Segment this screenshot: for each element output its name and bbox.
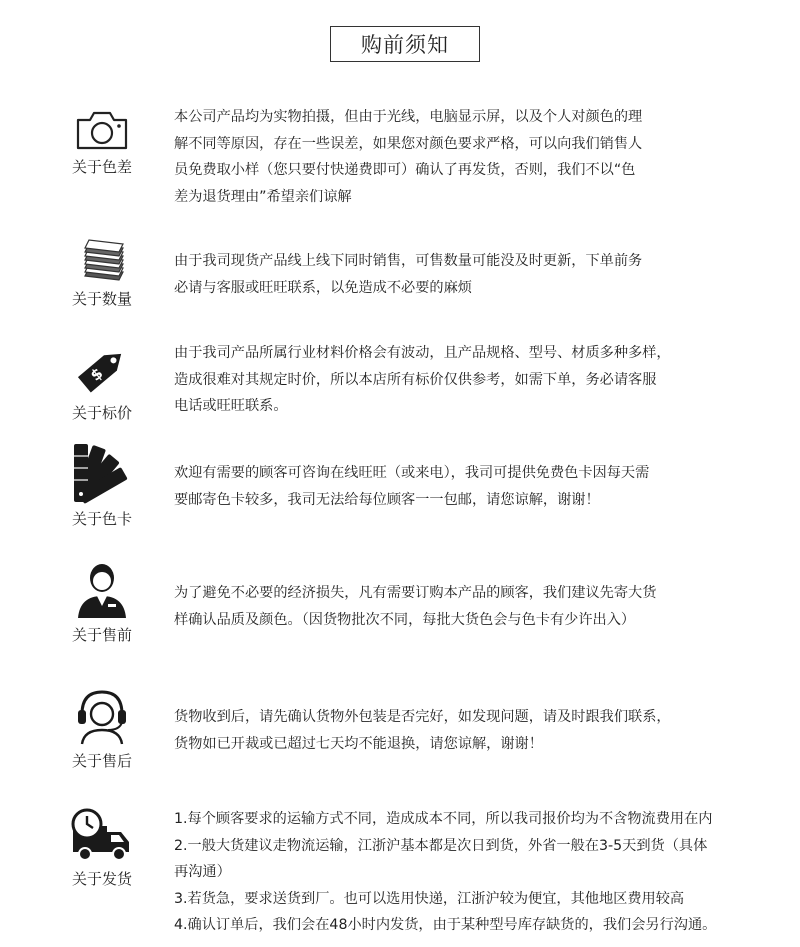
section-label: 关于发货 xyxy=(71,870,132,888)
headset-icon xyxy=(74,686,130,746)
text-line: 4.确认订单后，我们会在48小时内发货，由于某种型号库存缺货的，我们会另行沟通。 xyxy=(174,917,717,933)
section-shipping-text xyxy=(174,806,754,939)
camera-icon xyxy=(74,108,130,152)
text-line: 员免费取小样（您只要付快递费即可）确认了再发货，否则，我们不以“色 xyxy=(174,162,636,178)
section-label: 关于色差 xyxy=(71,158,132,176)
text-line: 3.若货急，要求送货到厂。也可以选用快递，江浙沪较为便宜，其他地区费用较高 xyxy=(174,890,685,907)
text-line: 必请与客服或旺旺联系，以免造成不必要的麻烦 xyxy=(174,279,472,296)
delivery-truck-icon xyxy=(69,806,135,864)
section-pre-sale-icon-group xyxy=(64,560,140,645)
svg-text:$: $ xyxy=(86,364,107,385)
section-color-card-icon-group xyxy=(64,440,140,529)
price-tag-icon xyxy=(73,342,131,398)
text-line: 由于我司产品所属行业材料价格会有波动，且产品规格、型号、材质多种多样， xyxy=(174,345,671,361)
section-label: 关于售后 xyxy=(71,752,132,770)
section-label: 关于售前 xyxy=(71,626,132,644)
text-line: 造成很难对其规定时价，所以本店所有标价仅供参考，如需下单，务必请客服 xyxy=(174,371,657,388)
text-line: 2.一般大货建议走物流运输，江浙沪基本都是次日到货，外省一般在3-5天到货（具体 xyxy=(174,837,708,854)
section-pre-sale-text xyxy=(174,580,754,633)
text-line: 1.每个顾客要求的运输方式不同，造成成本不同，所以我司报价均为不含物流费用在内 xyxy=(174,811,713,827)
section-label: 关于数量 xyxy=(71,290,132,308)
text-line: 再沟通） xyxy=(174,864,231,880)
section-color-card-text xyxy=(174,460,754,513)
text-line: 货物如已开裁或已超过七天均不能退换，请您谅解，谢谢！ xyxy=(174,735,543,752)
section-price-text xyxy=(174,340,754,420)
section-price-icon-group xyxy=(64,342,140,423)
text-line: 货物收到后，请先确认货物外包装是否完好，如发现问题，请及时跟我们联系， xyxy=(174,709,671,725)
text-line: 欢迎有需要的顾客可咨询在线旺旺（或来电），我司可提供免费色卡因每天需 xyxy=(174,465,650,481)
section-shipping-icon-group xyxy=(64,806,140,889)
section-quantity-text xyxy=(174,248,754,301)
section-after-sale-text xyxy=(174,704,754,757)
section-label: 关于标价 xyxy=(71,404,132,422)
text-line: 为了避免不必要的经济损失，凡有需要订购本产品的顾客，我们建议先寄大货 xyxy=(174,585,657,601)
text-line: 差为退货理由”希望亲们谅解 xyxy=(174,188,352,205)
color-swatch-icon xyxy=(70,440,134,504)
section-quantity-icon-group xyxy=(64,236,140,309)
text-line: 由于我司现货产品线上线下同时销售，可售数量可能没及时更新，下单前务 xyxy=(174,253,643,269)
text-line: 电话或旺旺联系。 xyxy=(174,398,288,414)
text-line: 解不同等原因，存在一些误差，如果您对颜色要求严格，可以向我们销售人 xyxy=(174,135,643,152)
section-label: 关于色卡 xyxy=(71,510,132,528)
text-line: 样确认品质及颜色。（因货物批次不同，每批大货色会与色卡有少许出入） xyxy=(174,611,636,628)
paper-stack-icon xyxy=(77,236,127,284)
text-line: 本公司产品均为实物拍摄，但由于光线，电脑显示屏，以及个人对颜色的理 xyxy=(174,109,643,125)
section-color-difference-icon-group xyxy=(64,108,140,177)
page-title: 购前须知 xyxy=(330,26,480,62)
text-line: 要邮寄色卡较多，我司无法给每位顾客一一包邮，请您谅解，谢谢！ xyxy=(174,491,600,508)
person-icon xyxy=(74,560,130,620)
section-after-sale-icon-group xyxy=(64,686,140,771)
section-color-difference-text xyxy=(174,104,754,210)
